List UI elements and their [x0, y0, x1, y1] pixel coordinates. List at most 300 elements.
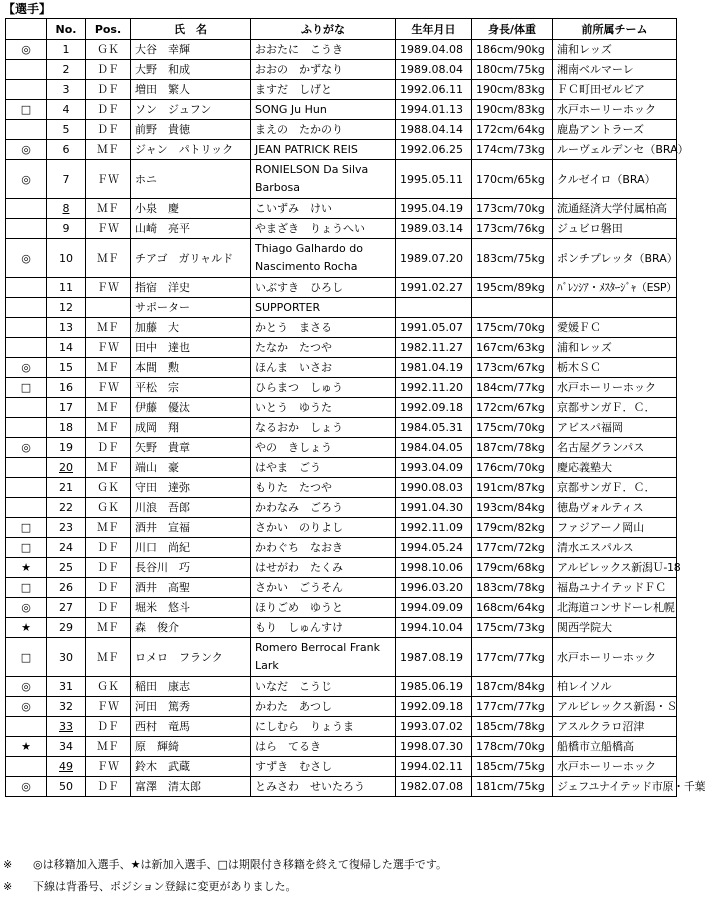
- player-position: ＭＦ: [86, 737, 131, 757]
- table-row: [6, 398, 677, 418]
- player-height-weight: 183cm/75kg: [472, 239, 553, 278]
- player-position: ＧＫ: [86, 478, 131, 498]
- player-dob: 1984.05.31: [396, 418, 472, 438]
- player-number: 31: [47, 677, 86, 697]
- player-previous-team: 水戸ホーリーホック: [553, 100, 677, 120]
- player-position: ＤＦ: [86, 578, 131, 598]
- player-name: 山崎 亮平: [131, 219, 251, 239]
- player-dob: 1992.06.25: [396, 140, 472, 160]
- player-name: 稲田 康志: [131, 677, 251, 697]
- player-height-weight: 172cm/64kg: [472, 120, 553, 140]
- roster-body: [6, 40, 705, 797]
- player-previous-team: 栃木ＳＣ: [553, 358, 677, 378]
- table-row: [6, 60, 677, 80]
- player-mark: ◎: [6, 677, 47, 697]
- table-row: [6, 618, 677, 638]
- player-dob: 1989.08.04: [396, 60, 472, 80]
- player-name: 増田 繁人: [131, 80, 251, 100]
- player-dob: 1990.08.03: [396, 478, 472, 498]
- player-position: ＭＦ: [86, 318, 131, 338]
- player-previous-team: アルビレックス新潟Ｕ-18: [553, 558, 677, 578]
- table-row: [6, 558, 677, 578]
- player-kana: かわなみ ごろう: [251, 498, 396, 518]
- player-position: ＤＦ: [86, 80, 131, 100]
- player-kana: ほんま いさお: [251, 358, 396, 378]
- player-name: 前野 貴徳: [131, 120, 251, 140]
- player-mark: [6, 298, 47, 318]
- player-dob: 1994.09.09: [396, 598, 472, 618]
- player-position: ＭＦ: [86, 199, 131, 219]
- player-position: ＭＦ: [86, 140, 131, 160]
- player-number: 17: [47, 398, 86, 418]
- player-mark: [6, 120, 47, 140]
- player-number: 24: [47, 538, 86, 558]
- player-position: ＤＦ: [86, 777, 131, 797]
- player-kana: やまざき りょうへい: [251, 219, 396, 239]
- player-kana: もり しゅんすけ: [251, 618, 396, 638]
- header-dob: 生年月日: [396, 19, 472, 40]
- player-mark: [6, 278, 47, 298]
- player-height-weight: 179cm/68kg: [472, 558, 553, 578]
- player-previous-team: ルーヴェルデンセ（BRA）: [553, 140, 677, 160]
- player-name: 加藤 大: [131, 318, 251, 338]
- player-height-weight: 175cm/70kg: [472, 418, 553, 438]
- player-mark: ◎: [6, 40, 47, 60]
- player-previous-team: 関西学院大: [553, 618, 677, 638]
- player-name: 指宿 洋史: [131, 278, 251, 298]
- header-pos: Pos.: [86, 19, 131, 40]
- player-mark: ◎: [6, 239, 47, 278]
- player-number: [47, 458, 86, 478]
- player-dob: 1992.09.18: [396, 398, 472, 418]
- player-dob: 1992.11.09: [396, 518, 472, 538]
- player-height-weight: 187cm/84kg: [472, 677, 553, 697]
- player-previous-team: 名古屋グランパス: [553, 438, 677, 458]
- table-row: [6, 378, 677, 398]
- player-name: 長谷川 巧: [131, 558, 251, 578]
- player-dob: [396, 298, 472, 318]
- player-name: 本間 勲: [131, 358, 251, 378]
- player-dob: 1987.08.19: [396, 638, 472, 677]
- player-position: ＤＦ: [86, 538, 131, 558]
- player-previous-team: 水戸ホーリーホック: [553, 757, 677, 777]
- player-kana: とみさわ せいたろう: [251, 777, 396, 797]
- player-position: ＤＦ: [86, 60, 131, 80]
- player-mark: □: [6, 378, 47, 398]
- player-previous-team: 清水エスパルス: [553, 538, 677, 558]
- table-row: [6, 458, 677, 478]
- player-height-weight: 181cm/75kg: [472, 777, 553, 797]
- player-name: サポーター: [131, 298, 251, 318]
- player-height-weight: 177cm/77kg: [472, 638, 553, 677]
- player-number: 16: [47, 378, 86, 398]
- player-kana: さかい のりよし: [251, 518, 396, 538]
- player-dob: 1984.04.05: [396, 438, 472, 458]
- player-dob: 1989.07.20: [396, 239, 472, 278]
- player-mark: ★: [6, 558, 47, 578]
- player-previous-team: 愛媛ＦＣ: [553, 318, 677, 338]
- player-previous-team: 北海道コンサドーレ札幌: [553, 598, 677, 618]
- player-position: ＧＫ: [86, 677, 131, 697]
- player-position: ＭＦ: [86, 358, 131, 378]
- player-kana: まえの たかのり: [251, 120, 396, 140]
- player-kana: おおたに こうき: [251, 40, 396, 60]
- player-kana: ほりごめ ゆうと: [251, 598, 396, 618]
- player-previous-team: ジュビロ磐田: [553, 219, 677, 239]
- header-body: 身長/体重: [472, 19, 553, 40]
- player-dob: 1996.03.20: [396, 578, 472, 598]
- player-height-weight: 191cm/87kg: [472, 478, 553, 498]
- player-position: ＦＷ: [86, 160, 131, 199]
- player-height-weight: 190cm/83kg: [472, 80, 553, 100]
- player-previous-team: [553, 298, 677, 318]
- player-mark: [6, 717, 47, 737]
- table-row: [6, 578, 677, 598]
- player-dob: 1994.10.04: [396, 618, 472, 638]
- player-position: ＦＷ: [86, 278, 131, 298]
- table-row: [6, 160, 677, 199]
- player-number: 34: [47, 737, 86, 757]
- player-name: 西村 竜馬: [131, 717, 251, 737]
- player-mark: □: [6, 538, 47, 558]
- player-kana: いとう ゆうた: [251, 398, 396, 418]
- player-kana: RONIELSON Da Silva Barbosa: [251, 160, 396, 199]
- player-dob: 1988.04.14: [396, 120, 472, 140]
- header-kana: ふりがな: [251, 19, 396, 40]
- player-name: 原 輝綺: [131, 737, 251, 757]
- player-dob: 1982.11.27: [396, 338, 472, 358]
- player-position: ＤＦ: [86, 120, 131, 140]
- player-height-weight: 173cm/70kg: [472, 199, 553, 219]
- player-kana: やの きしょう: [251, 438, 396, 458]
- table-row: [6, 697, 677, 717]
- player-height-weight: 175cm/73kg: [472, 618, 553, 638]
- table-row: [6, 438, 677, 458]
- table-row: [6, 498, 677, 518]
- table-row: [6, 338, 677, 358]
- table-row: [6, 538, 677, 558]
- player-number: 14: [47, 338, 86, 358]
- player-number: 2: [47, 60, 86, 80]
- table-row: [6, 318, 677, 338]
- player-number: [47, 199, 86, 219]
- player-kana: SUPPORTER: [251, 298, 396, 318]
- notes: [3, 854, 447, 898]
- player-number: 10: [47, 239, 86, 278]
- player-position: ＭＦ: [86, 239, 131, 278]
- player-number: 13: [47, 318, 86, 338]
- table-row: [6, 518, 677, 538]
- player-name: 鈴木 武蔵: [131, 757, 251, 777]
- player-number: 7: [47, 160, 86, 199]
- player-dob: 1992.06.11: [396, 80, 472, 100]
- player-height-weight: 177cm/77kg: [472, 697, 553, 717]
- player-kana: かわた あつし: [251, 697, 396, 717]
- player-mark: [6, 199, 47, 219]
- player-height-weight: 173cm/76kg: [472, 219, 553, 239]
- player-height-weight: 184cm/77kg: [472, 378, 553, 398]
- player-position: ＤＦ: [86, 717, 131, 737]
- header-no: No.: [47, 19, 86, 40]
- player-mark: ◎: [6, 358, 47, 378]
- player-mark: □: [6, 518, 47, 538]
- player-name: 川口 尚紀: [131, 538, 251, 558]
- player-previous-team: 京都サンガＦ．Ｃ．: [553, 478, 677, 498]
- player-name: 川浪 吾郎: [131, 498, 251, 518]
- player-name: 守田 達弥: [131, 478, 251, 498]
- player-name: 森 俊介: [131, 618, 251, 638]
- player-height-weight: 173cm/67kg: [472, 358, 553, 378]
- player-height-weight: 183cm/78kg: [472, 578, 553, 598]
- player-position: ＧＫ: [86, 498, 131, 518]
- player-position: ＭＦ: [86, 458, 131, 478]
- player-mark: ★: [6, 737, 47, 757]
- player-position: ＤＦ: [86, 438, 131, 458]
- player-height-weight: 187cm/78kg: [472, 438, 553, 458]
- note-text: ◎は移籍加入選手、★は新加入選手、□は期限付き移籍を終えて復帰した選手です。: [33, 858, 447, 871]
- player-number: 22: [47, 498, 86, 518]
- note-text: 下線は背番号、ポジション登録に変更がありました。: [33, 880, 297, 893]
- player-height-weight: 172cm/67kg: [472, 398, 553, 418]
- player-mark: □: [6, 100, 47, 120]
- player-position: ＦＷ: [86, 697, 131, 717]
- player-mark: ◎: [6, 140, 47, 160]
- player-number: 6: [47, 140, 86, 160]
- player-mark: [6, 757, 47, 777]
- player-previous-team: 柏レイソル: [553, 677, 677, 697]
- player-previous-team: 慶応義塾大: [553, 458, 677, 478]
- player-height-weight: 167cm/63kg: [472, 338, 553, 358]
- player-previous-team: 鹿島アントラーズ: [553, 120, 677, 140]
- player-name: 田中 達也: [131, 338, 251, 358]
- player-previous-team: ﾊﾞﾚﾝｼｱ・ﾒｽﾀｰｼﾞｬ（ESP）: [553, 278, 677, 298]
- player-number: 27: [47, 598, 86, 618]
- player-height-weight: 190cm/83kg: [472, 100, 553, 120]
- player-position: ＤＦ: [86, 100, 131, 120]
- player-mark: [6, 60, 47, 80]
- player-mark: [6, 398, 47, 418]
- player-name: 河田 篤秀: [131, 697, 251, 717]
- header-mark: [6, 19, 47, 40]
- player-kana: はやま ごう: [251, 458, 396, 478]
- player-number: 29: [47, 618, 86, 638]
- table-row: [6, 120, 677, 140]
- player-kana: すずき むさし: [251, 757, 396, 777]
- player-dob: 1985.06.19: [396, 677, 472, 697]
- player-position: ＭＦ: [86, 418, 131, 438]
- player-name: 堀米 悠斗: [131, 598, 251, 618]
- note-marker: ※: [3, 880, 13, 893]
- player-position: ＭＦ: [86, 618, 131, 638]
- player-height-weight: 174cm/73kg: [472, 140, 553, 160]
- player-previous-team: 船橋市立船橋高: [553, 737, 677, 757]
- player-mark: [6, 498, 47, 518]
- table-row: [6, 757, 677, 777]
- player-dob: 1991.05.07: [396, 318, 472, 338]
- player-kana: いぶすき ひろし: [251, 278, 396, 298]
- player-kana: にしむら りょうま: [251, 717, 396, 737]
- table-row: [6, 478, 677, 498]
- player-height-weight: 180cm/75kg: [472, 60, 553, 80]
- player-kana: かとう まさる: [251, 318, 396, 338]
- player-number: 50: [47, 777, 86, 797]
- table-row: [6, 717, 677, 737]
- player-number: 32: [47, 697, 86, 717]
- player-previous-team: 浦和レッズ: [553, 40, 677, 60]
- table-row: [6, 199, 677, 219]
- player-number-underlined: 8: [62, 202, 70, 215]
- player-mark: [6, 418, 47, 438]
- table-row: [6, 140, 677, 160]
- player-height-weight: 185cm/75kg: [472, 757, 553, 777]
- player-number: 26: [47, 578, 86, 598]
- player-previous-team: アビスパ福岡: [553, 418, 677, 438]
- header-row: [6, 19, 677, 40]
- player-name: ソン ジュフン: [131, 100, 251, 120]
- player-dob: 1993.07.02: [396, 717, 472, 737]
- player-position: ＭＦ: [86, 518, 131, 538]
- player-dob: 1993.04.09: [396, 458, 472, 478]
- player-position: ＦＷ: [86, 338, 131, 358]
- player-dob: 1989.04.08: [396, 40, 472, 60]
- player-mark: ★: [6, 618, 47, 638]
- player-height-weight: 193cm/84kg: [472, 498, 553, 518]
- player-number: 12: [47, 298, 86, 318]
- player-number: 18: [47, 418, 86, 438]
- player-position: ＤＦ: [86, 598, 131, 618]
- table-row: [6, 219, 677, 239]
- player-mark: [6, 338, 47, 358]
- player-number: 3: [47, 80, 86, 100]
- player-height-weight: 170cm/65kg: [472, 160, 553, 199]
- player-dob: 1995.04.19: [396, 199, 472, 219]
- player-dob: 1994.05.24: [396, 538, 472, 558]
- table-row: [6, 598, 677, 618]
- player-previous-team: ファジアーノ岡山: [553, 518, 677, 538]
- player-dob: 1991.04.30: [396, 498, 472, 518]
- player-height-weight: [472, 298, 553, 318]
- player-number: [47, 757, 86, 777]
- player-kana: かわぐち なおき: [251, 538, 396, 558]
- player-name: 伊藤 優汰: [131, 398, 251, 418]
- player-previous-team: 湘南ベルマーレ: [553, 60, 677, 80]
- player-mark: [6, 219, 47, 239]
- table-row: [6, 677, 677, 697]
- player-mark: ◎: [6, 438, 47, 458]
- table-row: [6, 278, 677, 298]
- player-previous-team: アルビレックス新潟・Ｓ: [553, 697, 677, 717]
- player-number: 23: [47, 518, 86, 538]
- player-number: 4: [47, 100, 86, 120]
- player-position: ＭＦ: [86, 638, 131, 677]
- player-mark: ◎: [6, 697, 47, 717]
- player-height-weight: 185cm/78kg: [472, 717, 553, 737]
- player-height-weight: 168cm/64kg: [472, 598, 553, 618]
- player-previous-team: 京都サンガＦ．Ｃ．: [553, 398, 677, 418]
- player-height-weight: 177cm/72kg: [472, 538, 553, 558]
- player-kana: Romero Berrocal Frank Lark: [251, 638, 396, 677]
- player-kana: JEAN PATRICK REIS: [251, 140, 396, 160]
- player-mark: □: [6, 638, 47, 677]
- header-name: 氏 名: [131, 19, 251, 40]
- player-kana: SONG Ju Hun: [251, 100, 396, 120]
- player-height-weight: 179cm/82kg: [472, 518, 553, 538]
- player-name: 酒井 高聖: [131, 578, 251, 598]
- player-number: 19: [47, 438, 86, 458]
- note-2: [3, 876, 447, 898]
- player-previous-team: ジェフユナイテッド市原・千葉: [553, 777, 677, 797]
- player-previous-team: クルゼイロ（BRA）: [553, 160, 677, 199]
- player-dob: 1994.01.13: [396, 100, 472, 120]
- player-dob: 1995.05.11: [396, 160, 472, 199]
- player-mark: □: [6, 578, 47, 598]
- note-1: [3, 854, 447, 876]
- player-previous-team: アスルクラロ沼津: [553, 717, 677, 737]
- player-dob: 1992.11.20: [396, 378, 472, 398]
- header-prev-team: 前所属チーム: [553, 19, 677, 40]
- player-number: 15: [47, 358, 86, 378]
- player-previous-team: ポンチプレッタ（BRA）: [553, 239, 677, 278]
- player-name: 小泉 慶: [131, 199, 251, 219]
- player-name: 富澤 清太郎: [131, 777, 251, 797]
- player-dob: 1981.04.19: [396, 358, 472, 378]
- player-name: 大野 和成: [131, 60, 251, 80]
- player-position: ＭＦ: [86, 398, 131, 418]
- player-kana: はせがわ たくみ: [251, 558, 396, 578]
- player-mark: ◎: [6, 160, 47, 199]
- table-row: [6, 298, 677, 318]
- player-kana: もりた たつや: [251, 478, 396, 498]
- player-position: ＦＷ: [86, 378, 131, 398]
- player-name: 酒井 宣福: [131, 518, 251, 538]
- player-name: ジャン パトリック: [131, 140, 251, 160]
- player-previous-team: 水戸ホーリーホック: [553, 638, 677, 677]
- player-kana: はら てるき: [251, 737, 396, 757]
- player-previous-team: 徳島ヴォルティス: [553, 498, 677, 518]
- player-kana: ひらまつ しゅう: [251, 378, 396, 398]
- player-dob: 1991.02.27: [396, 278, 472, 298]
- table-row: [6, 737, 677, 757]
- player-position: ＤＦ: [86, 558, 131, 578]
- player-previous-team: ＦＣ町田ゼルビア: [553, 80, 677, 100]
- player-mark: ◎: [6, 777, 47, 797]
- player-dob: 1982.07.08: [396, 777, 472, 797]
- player-position: ＦＷ: [86, 219, 131, 239]
- player-mark: ◎: [6, 598, 47, 618]
- player-dob: 1992.09.18: [396, 697, 472, 717]
- player-number: 5: [47, 120, 86, 140]
- player-mark: [6, 478, 47, 498]
- player-name: チアゴ ガリャルド: [131, 239, 251, 278]
- player-number-underlined: 49: [59, 760, 73, 773]
- player-number: 25: [47, 558, 86, 578]
- player-position: ＧＫ: [86, 40, 131, 60]
- player-mark: [6, 80, 47, 100]
- player-name: 矢野 貴章: [131, 438, 251, 458]
- player-kana: おおの かずなり: [251, 60, 396, 80]
- player-height-weight: 186cm/90kg: [472, 40, 553, 60]
- table-row: [6, 418, 677, 438]
- player-kana: いなだ こうじ: [251, 677, 396, 697]
- player-mark: [6, 458, 47, 478]
- player-number: 30: [47, 638, 86, 677]
- note-marker: ※: [3, 858, 13, 871]
- player-number: 1: [47, 40, 86, 60]
- player-dob: 1994.02.11: [396, 757, 472, 777]
- player-position: ＦＷ: [86, 757, 131, 777]
- player-previous-team: 福島ユナイテッドＦＣ: [553, 578, 677, 598]
- player-dob: 1989.03.14: [396, 219, 472, 239]
